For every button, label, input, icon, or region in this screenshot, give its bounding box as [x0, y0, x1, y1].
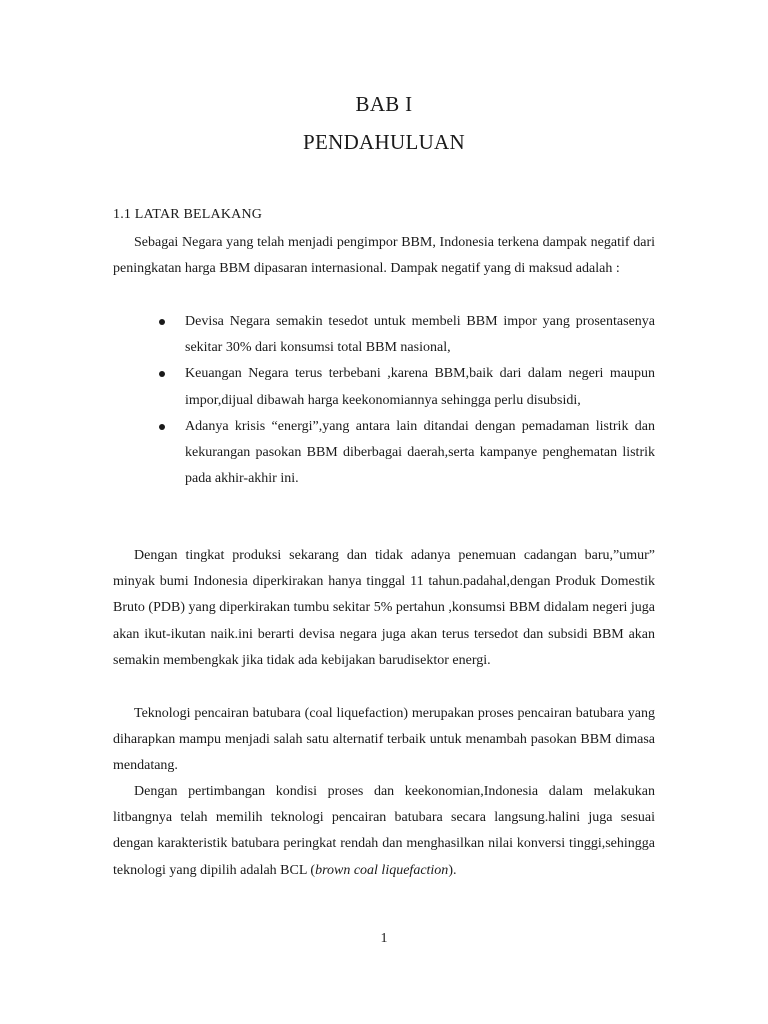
bullet-dot-icon — [159, 424, 165, 430]
bullet-text: Keuangan Negara terus terbebani ,karena BBM,baik dari dalam negeri maupun impor,dijual dibawah harga keekonomiannya sehingga perlu disubsidi, — [185, 366, 655, 408]
paragraph-4-block — [113, 779, 655, 884]
chapter-number: BAB I — [355, 92, 413, 116]
bullet-item — [159, 414, 655, 493]
paragraph-1: Sebagai Negara yang telah menjadi pengimpor BBM, Indonesia terkena dampak negatif dari peningkatan harga BBM dipasaran internasional. Dampak negatif yang di maksud adalah : — [113, 235, 655, 277]
bullet-item — [159, 309, 655, 361]
chapter-title: PENDAHULUAN — [303, 130, 465, 154]
bullet-text: Adanya krisis “energi”,yang antara lain ditandai dengan pemadaman listrik dan kekurangan pasokan BBM diberbagai daerah,serta kampanye penghematan listrik pada akhir-akhir ini. — [185, 418, 655, 487]
paragraph-4-end: ). — [448, 862, 457, 878]
bullet-dot-icon — [159, 371, 165, 377]
bullet-text: Devisa Negara semakin tesedot untuk membeli BBM impor yang prosentasenya sekitar 30% dari konsumsi total BBM nasional, — [185, 314, 655, 356]
page-number: 1 — [380, 931, 388, 946]
section-heading: 1.1 LATAR BELAKANG — [113, 207, 263, 222]
paragraph-2: Dengan tingkat produksi sekarang dan tidak adanya penemuan cadangan baru,”umur” minyak bumi Indonesia diperkirakan hanya tinggal 11 tahun.padahal,dengan Produk Domestik Bruto (PDB) yang diperkirakan tumbu sekitar 5% pertahun ,konsumsi BBM didalam negeri juga akan ikut-ikutan naik.ini berarti devisa negara juga akan terus tersedot dan subsidi BBM akan semakin membengkak jika tidak ada kebijakan barudisektor energi. — [113, 548, 655, 668]
bullet-item — [159, 361, 655, 413]
bullet-list — [159, 309, 655, 492]
bullet-dot-icon — [159, 319, 165, 325]
paragraph-1-block — [113, 230, 655, 282]
paragraph-3: Teknologi pencairan batubara (coal liquefaction) merupakan proses pencairan batubara yang diharapkan mampu menjadi salah satu alternatif terbaik untuk menambah pasokan BBM dimasa mendatang. — [113, 706, 655, 774]
paragraph-4-italic-term: brown coal liquefaction — [315, 862, 449, 878]
paragraph-3-block — [113, 701, 655, 780]
paragraph-4 — [113, 779, 655, 884]
paragraph-2-block — [113, 543, 655, 674]
paragraph-4-text: Dengan pertimbangan kondisi proses dan keekonomian,Indonesia dalam melakukan litbangnya telah memilih teknologi pencairan batubara secara langsung.halini juga sesuai dengan karakteristik batubara peringkat rendah dan menghasilkan nilai konversi tinggi,sehingga teknologi yang dipilih adalah BCL ( — [113, 784, 655, 878]
